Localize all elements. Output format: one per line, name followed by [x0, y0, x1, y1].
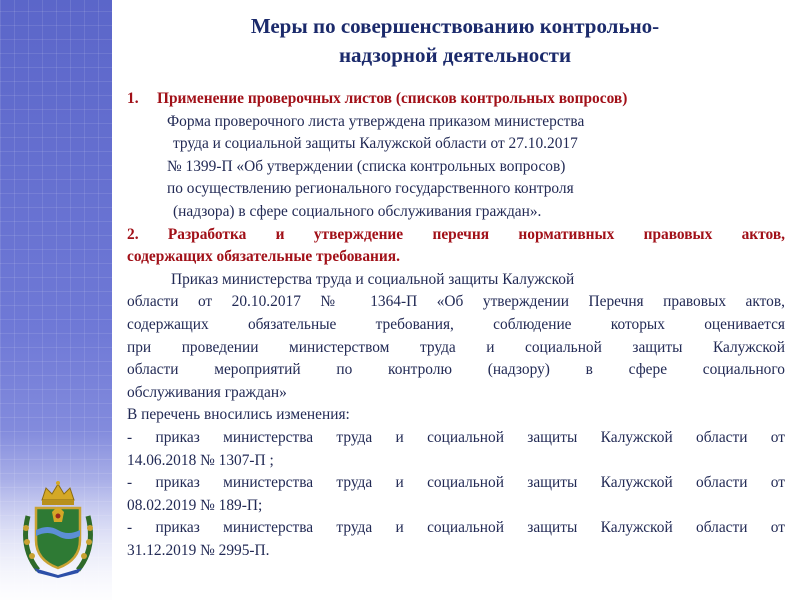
document-body [127, 88, 785, 562]
section-1-line: (надзора) в сфере социального обслуживания граждан». [173, 202, 542, 220]
change-item-line-1: - приказ министерства труда и социальной защиты Калужской области от [127, 519, 785, 537]
change-item-line-1: - приказ министерства труда и социальной защиты Калужской области от [127, 428, 785, 446]
order-line: области от 20.10.2017 № 1364-П «Об утверждении Перечня правовых актов, [127, 293, 785, 311]
order-line: обслуживания граждан» [127, 383, 287, 401]
section-1-heading-text: Применение проверочных листов (списков контрольных вопросов) [157, 90, 628, 107]
changes-intro: В перечень вносились изменения: [127, 406, 350, 424]
change-item-line-1: - приказ министерства труда и социальной защиты Калужской области от [127, 474, 785, 492]
section-1-line: Форма проверочного листа утверждена приказом министерства [167, 112, 585, 130]
section-2-heading-line-1: 2. Разработка и утверждение перечня нормативных правовых актов, [127, 225, 785, 243]
change-item-line-2: 08.02.2019 № 189-П; [127, 496, 263, 514]
order-first-line: Приказ министерства труда и социальной защиты Калужской [171, 270, 575, 288]
change-item-line-2: 14.06.2018 № 1307-П ; [127, 451, 274, 469]
page-title [130, 12, 780, 70]
section-1-heading [127, 88, 785, 111]
section-1-number: 1. [127, 90, 139, 107]
section-1-line: № 1399-П «Об утверждении (списка контрольных вопросов) [167, 157, 566, 175]
kaluga-coat-of-arms-icon [18, 478, 98, 578]
order-line: области мероприятий по контролю (надзору) в сфере социального [127, 361, 785, 379]
title-line-2: надзорной деятельности [338, 43, 572, 67]
section-2-heading-line-2: содержащих обязательные требования. [127, 248, 400, 266]
section-1-line: труда и социальной защиты Калужской области от 27.10.2017 [173, 135, 578, 153]
section-1-line: по осуществлению регионального государственного контроля [167, 180, 574, 198]
order-line: при проведении министерством труда и социальной защиты Калужской [127, 338, 785, 356]
order-line: содержащих обязательные требования, соблюдение которых оценивается [127, 315, 785, 333]
title-line-1: Меры по совершенствованию контрольно- [250, 14, 660, 38]
change-item-line-2: 31.12.2019 № 2995-П. [127, 541, 270, 559]
